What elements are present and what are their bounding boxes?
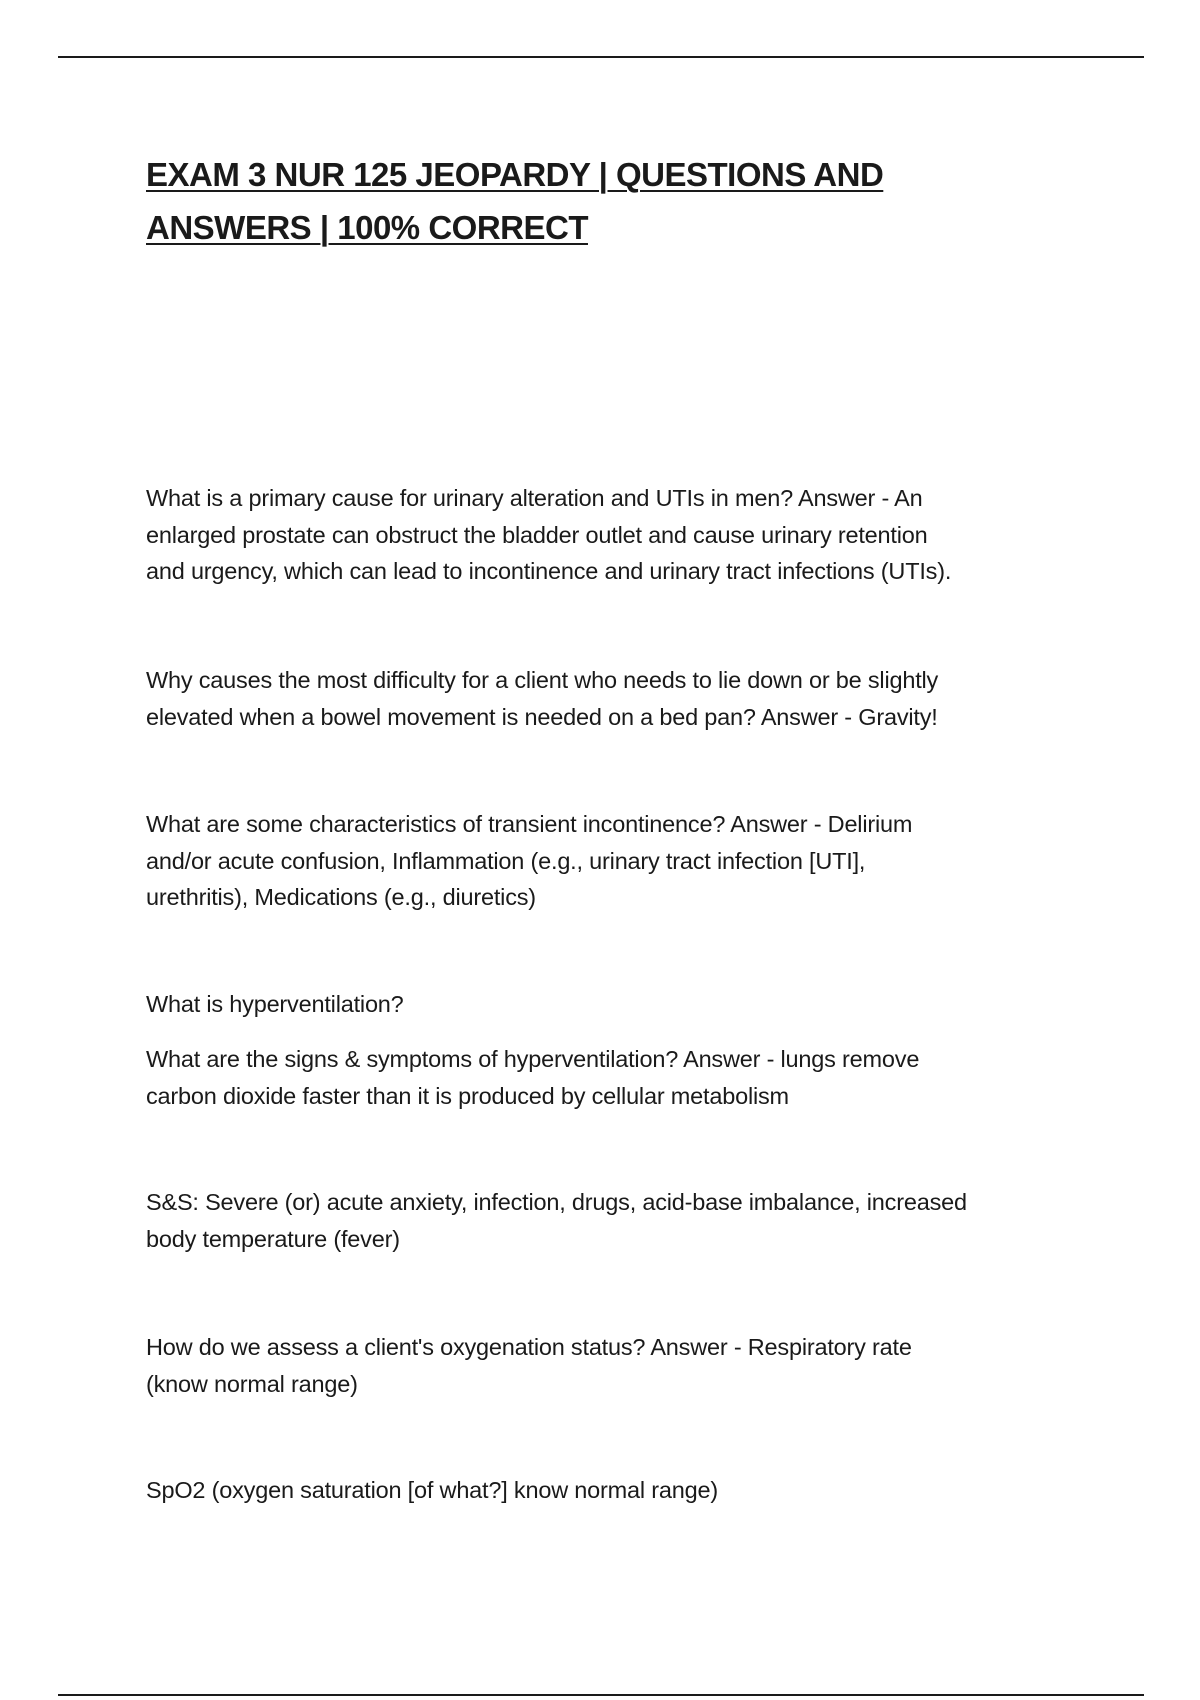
qa-paragraph-hyperventilation-signs: [146, 1041, 1076, 1114]
text-line: and/or acute confusion, Inflammation (e.g., urinary tract infection [UTI],: [146, 847, 866, 874]
title-line: ANSWERS | 100% CORRECT: [146, 209, 588, 246]
text-line: (know normal range): [146, 1370, 358, 1397]
text-line: elevated when a bowel movement is needed on a bed pan? Answer - Gravity!: [146, 703, 938, 730]
text-line: Why causes the most difficulty for a client who needs to lie down or be slightly: [146, 667, 939, 693]
text-line: How do we assess a client's oxygenation status? Answer - Respiratory rate: [146, 1334, 912, 1360]
text-line: What are some characteristics of transient incontinence? Answer - Delirium: [146, 811, 913, 837]
text-line: body temperature (fever): [146, 1225, 400, 1252]
text-line: carbon dioxide faster than it is produced by cellular metabolism: [146, 1082, 789, 1109]
header-rule: [58, 56, 1144, 58]
text-line: What is a primary cause for urinary alteration and UTIs in men? Answer - An: [146, 485, 923, 511]
paragraph-signs-symptoms: [146, 1184, 1076, 1257]
text-line: SpO2 (oxygen saturation [of what?] know normal range): [146, 1477, 718, 1503]
text-line: What is hyperventilation?: [146, 991, 404, 1017]
title-line: EXAM 3 NUR 125 JEOPARDY | QUESTIONS AND: [146, 156, 884, 193]
text-line: What are the signs & symptoms of hyperventilation? Answer - lungs remove: [146, 1046, 920, 1072]
text-line: and urgency, which can lead to incontinence and urinary tract infections (UTIs).: [146, 558, 952, 584]
qa-paragraph-oxygenation: [146, 1329, 1076, 1402]
text-line: S&S: Severe (or) acute anxiety, infection, drugs, acid-base imbalance, increased: [146, 1189, 967, 1215]
document-title: [146, 148, 1026, 254]
qa-paragraph-transient-incontinence: [146, 806, 1076, 916]
paragraph-spo2: [146, 1472, 1076, 1509]
footer-rule: [58, 1694, 1144, 1696]
text-line: urethritis), Medications (e.g., diuretics): [146, 884, 536, 910]
question-hyperventilation: [146, 986, 1076, 1023]
qa-paragraph-prostate: [146, 480, 1076, 590]
text-line: enlarged prostate can obstruct the bladder outlet and cause urinary retention: [146, 521, 928, 548]
qa-paragraph-bedpan: [146, 662, 1076, 735]
